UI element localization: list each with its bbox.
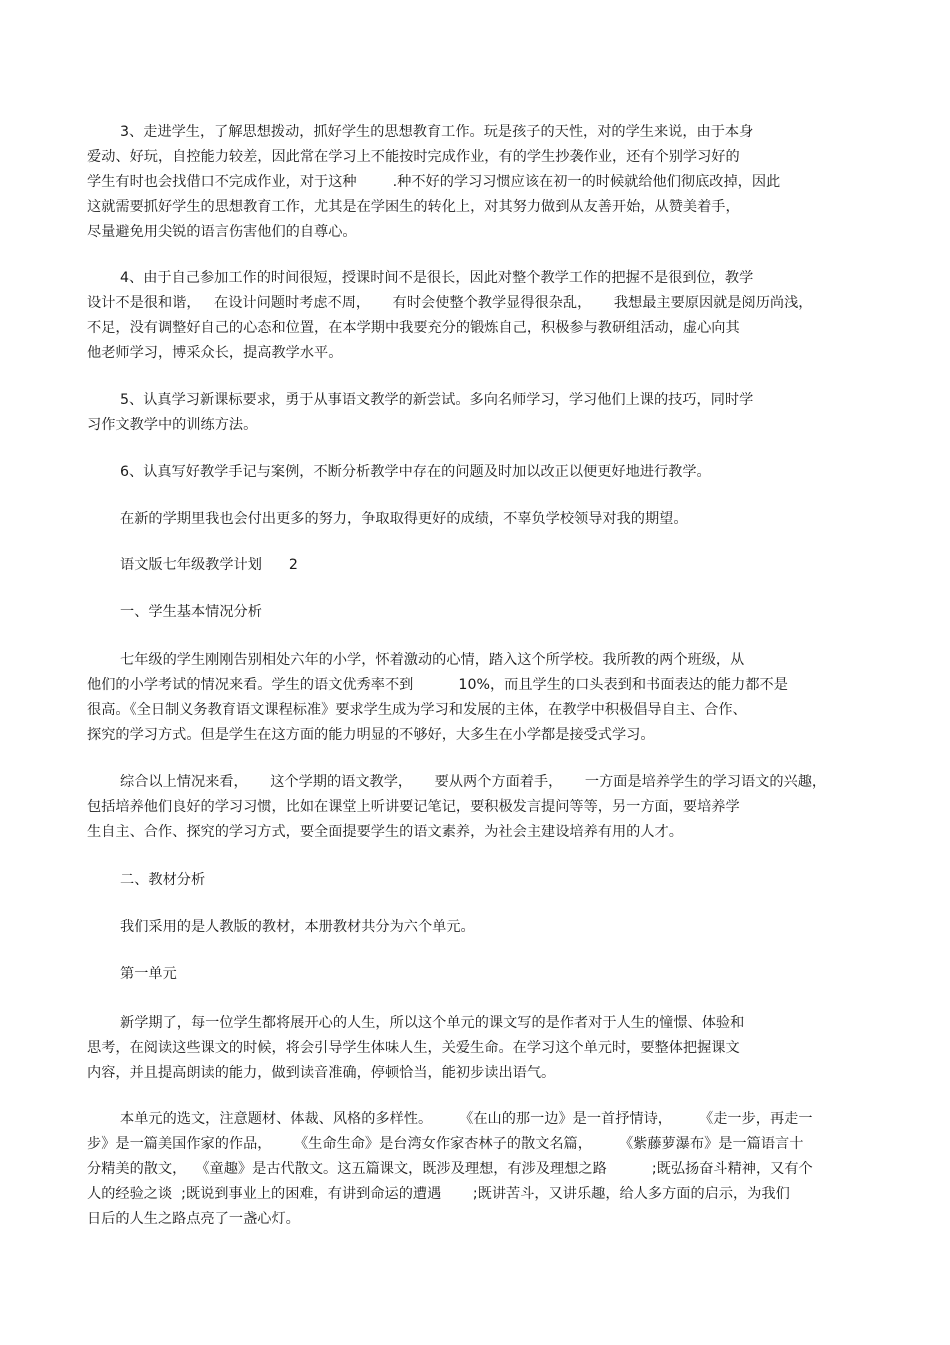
text-line: 新学期了，每一位学生都将展开心的人生，所以这个单元的课文写的是作者对于人生的憧憬、体验和 (120, 1015, 745, 1031)
text-line: 4、由于自己参加工作的时间很短，授课时间不是很长，因此对整个教学工作的把握不是很到位，教学 (120, 270, 754, 286)
text-line: 语文版七年级教学计划 2 (120, 557, 298, 573)
text-line: 二、教材分析 (120, 872, 206, 888)
text-line: 七年级的学生刚刚告别相处六年的小学，怀着激动的心情，踏入这个所学校。我所教的两个班级，从 (120, 652, 745, 668)
text-line: 不足，没有调整好自己的心态和位置，在本学期中我要充分的锻炼自己，积极参与教研组活动，虚心向其 (87, 320, 740, 336)
text-line: 包括培养他们良好的学习习惯，比如在课堂上听讲要记笔记，要积极发言提问等等，另一方面，要培养学 (87, 799, 740, 815)
text-line: 3、走进学生，了解思想拨动，抓好学生的思想教育工作。玩是孩子的天性，对的学生来说，由于本身 (120, 124, 754, 140)
text-line: 学生有时也会找借口不完成作业，对于这种 .种不好的学习习惯应该在初一的时候就给他们彻底改掉，因此 (87, 174, 781, 190)
text-line: 分精美的散文， 《童趣》是古代散文。这五篇课文，既涉及理想，有涉及理想之路 ;既弘扬奋斗精神，又有个 (87, 1161, 813, 1177)
text-line: 很高。《全日制义务教育语文课程标准》要求学生成为学习和发展的主体，在教学中积极倡导自主、合作、 (87, 702, 747, 718)
text-line: 爱动、好玩，自控能力较差，因此常在学习上不能按时完成作业，有的学生抄袭作业，还有个别学习好的 (87, 149, 740, 165)
text-line: 6、认真写好教学手记与案例，不断分析教学中存在的问题及时加以改正以便更好地进行教学。 (120, 464, 711, 480)
text-line: 步》是一篇美国作家的作品， 《生命生命》是台湾女作家杏林子的散文名篇， 《紫藤萝瀑布》是一篇语言十 (87, 1136, 804, 1152)
text-line: 5、认真学习新课标要求，勇于从事语文教学的新尝试。多向名师学习，学习他们上课的技巧，同时学 (120, 392, 754, 408)
text-line: 综合以上情况来看， 这个学期的语文教学， 要从两个方面着手， 一方面是培养学生的学习语文的兴趣， (120, 774, 827, 790)
text-line: 第一单元 (120, 966, 177, 982)
text-line: 探究的学习方式。但是学生在这方面的能力明显的不够好，大多生在小学都是接受式学习。 (87, 727, 655, 743)
text-line: 日后的人生之路点亮了一盏心灯。 (87, 1211, 300, 1227)
text-line: 思考，在阅读这些课文的时候，将会引导学生体味人生，关爱生命。在学习这个单元时，要整体把握课文 (87, 1040, 740, 1056)
text-line: 内容，并且提高朗读的能力，做到读音准确，停顿恰当，能初步读出语气。 (87, 1065, 556, 1081)
text-line: 这就需要抓好学生的思想教育工作，尤其是在学困生的转化上，对其努力做到从友善开始，从赞美着手， (87, 199, 740, 215)
text-line: 在新的学期里我也会付出更多的努力，争取取得更好的成绩，不辜负学校领导对我的期望。 (120, 511, 688, 527)
text-line: 生自主、合作、探究的学习方式，要全面提要学生的语文素养，为社会主建设培养有用的人才。 (87, 824, 683, 840)
text-line: 我们采用的是人教版的教材，本册教材共分为六个单元。 (120, 919, 475, 935)
text-line: 习作文教学中的训练方法。 (87, 417, 258, 433)
text-line: 他们的小学考试的情况来看。学生的语文优秀率不到 10%，而且学生的口头表到和书面表达的能力都不是 (87, 677, 788, 693)
text-line: 设计不是很和谐， 在设计问题时考虑不周， 有时会使整个教学显得很杂乱， 我想最主要原因就是阅历尚浅， (87, 295, 813, 311)
text-line: 一、学生基本情况分析 (120, 604, 262, 620)
text-line: 他老师学习，博采众长，提高教学水平。 (87, 345, 343, 361)
text-line: 本单元的选文，注意题材、体裁、风格的多样性。 《在山的那一边》是一首抒情诗， 《走一步，再走一 (120, 1111, 813, 1127)
text-line: 尽量避免用尖锐的语言伤害他们的自尊心。 (87, 224, 357, 240)
text-line: 人的经验之谈 ;既说到事业上的困难，有讲到命运的遭遇 ;既讲苦斗，又讲乐趣，给人多方面的启示，为我们 (87, 1186, 790, 1202)
